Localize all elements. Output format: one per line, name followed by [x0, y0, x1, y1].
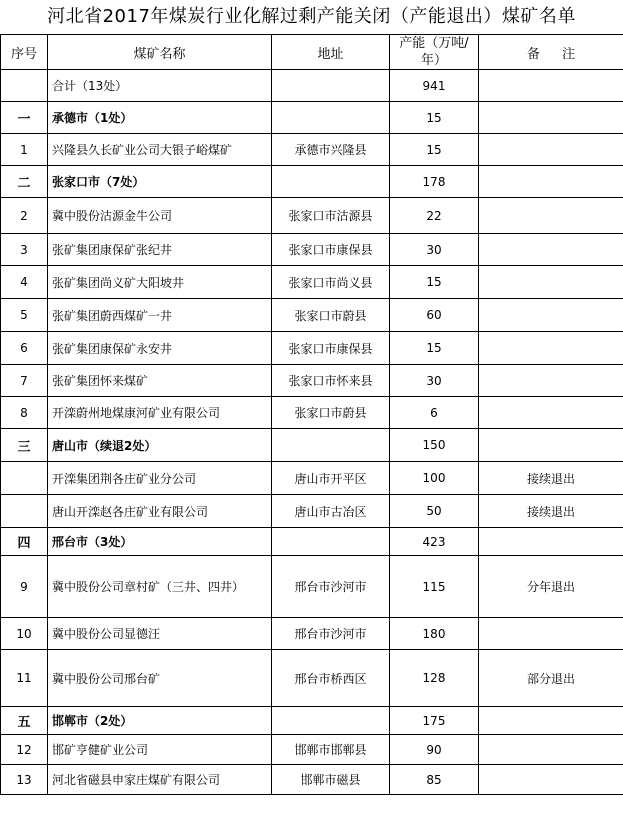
- cell-address: 张家口市蔚县: [272, 299, 390, 332]
- cell-name: 河北省磁县申家庄煤矿有限公司: [48, 765, 272, 795]
- cell-capacity: 175: [390, 707, 479, 735]
- cell-note: [479, 528, 623, 556]
- cell-no: [1, 495, 48, 528]
- cell-note: [479, 765, 623, 795]
- header-row: [1, 35, 623, 70]
- cell-name: 冀中股份公司邢台矿: [48, 650, 272, 707]
- cell-address: 邯郸市邯郸县: [272, 735, 390, 765]
- cell-no: [1, 70, 48, 102]
- cell-note: 接续退出: [479, 495, 623, 528]
- table-row: [1, 462, 623, 495]
- cell-capacity: 15: [390, 102, 479, 134]
- cell-address: 邯郸市磁县: [272, 765, 390, 795]
- cell-note: 部分退出: [479, 650, 623, 707]
- cell-note: [479, 365, 623, 397]
- cell-address: 张家口市尚义县: [272, 266, 390, 299]
- cell-name: 开滦集团荆各庄矿业分公司: [48, 462, 272, 495]
- header-capacity: 产能（万吨/年）: [390, 35, 479, 70]
- cell-no: 7: [1, 365, 48, 397]
- cell-capacity: 6: [390, 397, 479, 429]
- cell-no: 一: [1, 102, 48, 134]
- cell-name: 冀中股份公司章村矿（三井、四井）: [48, 556, 272, 618]
- cell-no: 10: [1, 618, 48, 650]
- table-row: [1, 332, 623, 365]
- cell-capacity: 15: [390, 266, 479, 299]
- cell-note: [479, 332, 623, 365]
- group-row: [1, 528, 623, 556]
- cell-note: [479, 102, 623, 134]
- cell-name: 冀中股份沽源金牛公司: [48, 198, 272, 234]
- table-row: [1, 299, 623, 332]
- cell-name: 张家口市（7处）: [48, 166, 272, 198]
- cell-address: 邢台市桥西区: [272, 650, 390, 707]
- cell-no: 9: [1, 556, 48, 618]
- total-row: [1, 70, 623, 102]
- cell-capacity: 15: [390, 134, 479, 166]
- group-row: [1, 166, 623, 198]
- cell-capacity: 115: [390, 556, 479, 618]
- cell-capacity: 90: [390, 735, 479, 765]
- cell-name: 张矿集团康保矿永安井: [48, 332, 272, 365]
- cell-note: 分年退出: [479, 556, 623, 618]
- cell-name: 张矿集团尚义矿大阳坡井: [48, 266, 272, 299]
- cell-no: 8: [1, 397, 48, 429]
- cell-no: 6: [1, 332, 48, 365]
- cell-capacity: 15: [390, 332, 479, 365]
- cell-no: 3: [1, 234, 48, 266]
- cell-note: [479, 429, 623, 462]
- table-row: [1, 134, 623, 166]
- cell-address: 承德市兴隆县: [272, 134, 390, 166]
- cell-address: [272, 429, 390, 462]
- table-row: [1, 650, 623, 707]
- table-row: [1, 556, 623, 618]
- cell-capacity: 941: [390, 70, 479, 102]
- cell-note: [479, 234, 623, 266]
- cell-capacity: 150: [390, 429, 479, 462]
- table-row: [1, 198, 623, 234]
- group-row: [1, 429, 623, 462]
- header-note: 备注: [479, 35, 623, 70]
- cell-capacity: 30: [390, 365, 479, 397]
- cell-name: 张矿集团康保矿张纪井: [48, 234, 272, 266]
- header-name: 煤矿名称: [48, 35, 272, 70]
- cell-name: 张矿集团怀来煤矿: [48, 365, 272, 397]
- cell-capacity: 180: [390, 618, 479, 650]
- cell-address: 张家口市康保县: [272, 332, 390, 365]
- cell-no: 四: [1, 528, 48, 556]
- cell-no: 三: [1, 429, 48, 462]
- cell-note: [479, 618, 623, 650]
- cell-capacity: 128: [390, 650, 479, 707]
- cell-no: 5: [1, 299, 48, 332]
- cell-address: [272, 707, 390, 735]
- cell-name: 开滦蔚州地煤康河矿业有限公司: [48, 397, 272, 429]
- cell-capacity: 22: [390, 198, 479, 234]
- cell-name: 唐山市（续退2处）: [48, 429, 272, 462]
- header-address: 地址: [272, 35, 390, 70]
- cell-note: [479, 70, 623, 102]
- page-title: 河北省2017年煤炭行业化解过剩产能关闭（产能退出）煤矿名单: [47, 6, 576, 27]
- cell-address: [272, 102, 390, 134]
- cell-name: 唐山开滦赵各庄矿业有限公司: [48, 495, 272, 528]
- cell-address: 张家口市怀来县: [272, 365, 390, 397]
- cell-no: 4: [1, 266, 48, 299]
- cell-note: [479, 166, 623, 198]
- cell-capacity: 85: [390, 765, 479, 795]
- table-row: [1, 495, 623, 528]
- table-row: [1, 735, 623, 765]
- cell-address: [272, 70, 390, 102]
- cell-address: 邢台市沙河市: [272, 618, 390, 650]
- coal-mine-table: [0, 34, 623, 795]
- cell-name: 邯矿亨健矿业公司: [48, 735, 272, 765]
- table-row: [1, 365, 623, 397]
- cell-address: 邢台市沙河市: [272, 556, 390, 618]
- cell-no: 11: [1, 650, 48, 707]
- header-no: 序号: [1, 35, 48, 70]
- cell-no: 13: [1, 765, 48, 795]
- cell-address: 张家口市蔚县: [272, 397, 390, 429]
- table-row: [1, 234, 623, 266]
- cell-note: [479, 735, 623, 765]
- table-row: [1, 397, 623, 429]
- cell-capacity: 100: [390, 462, 479, 495]
- cell-address: [272, 528, 390, 556]
- cell-name: 邢台市（3处）: [48, 528, 272, 556]
- cell-address: [272, 166, 390, 198]
- cell-no: 五: [1, 707, 48, 735]
- cell-name: 张矿集团蔚西煤矿一井: [48, 299, 272, 332]
- cell-no: 1: [1, 134, 48, 166]
- cell-name: 邯郸市（2处）: [48, 707, 272, 735]
- cell-note: [479, 134, 623, 166]
- cell-address: 张家口市康保县: [272, 234, 390, 266]
- cell-address: 张家口市沽源县: [272, 198, 390, 234]
- cell-no: 二: [1, 166, 48, 198]
- cell-capacity: 50: [390, 495, 479, 528]
- cell-note: [479, 198, 623, 234]
- cell-no: [1, 462, 48, 495]
- table-row: [1, 266, 623, 299]
- cell-note: [479, 266, 623, 299]
- cell-address: 唐山市古冶区: [272, 495, 390, 528]
- cell-capacity: 30: [390, 234, 479, 266]
- cell-name: 承德市（1处）: [48, 102, 272, 134]
- cell-capacity: 178: [390, 166, 479, 198]
- table-row: [1, 618, 623, 650]
- cell-name: 兴隆县久长矿业公司大银子峪煤矿: [48, 134, 272, 166]
- group-row: [1, 707, 623, 735]
- cell-capacity: 423: [390, 528, 479, 556]
- cell-name: 冀中股份公司显德汪: [48, 618, 272, 650]
- cell-note: [479, 707, 623, 735]
- group-row: [1, 102, 623, 134]
- cell-capacity: 60: [390, 299, 479, 332]
- cell-note: [479, 397, 623, 429]
- cell-name: 合计（13处）: [48, 70, 272, 102]
- cell-no: 12: [1, 735, 48, 765]
- cell-address: 唐山市开平区: [272, 462, 390, 495]
- cell-no: 2: [1, 198, 48, 234]
- cell-note: 接续退出: [479, 462, 623, 495]
- table-row: [1, 765, 623, 795]
- cell-note: [479, 299, 623, 332]
